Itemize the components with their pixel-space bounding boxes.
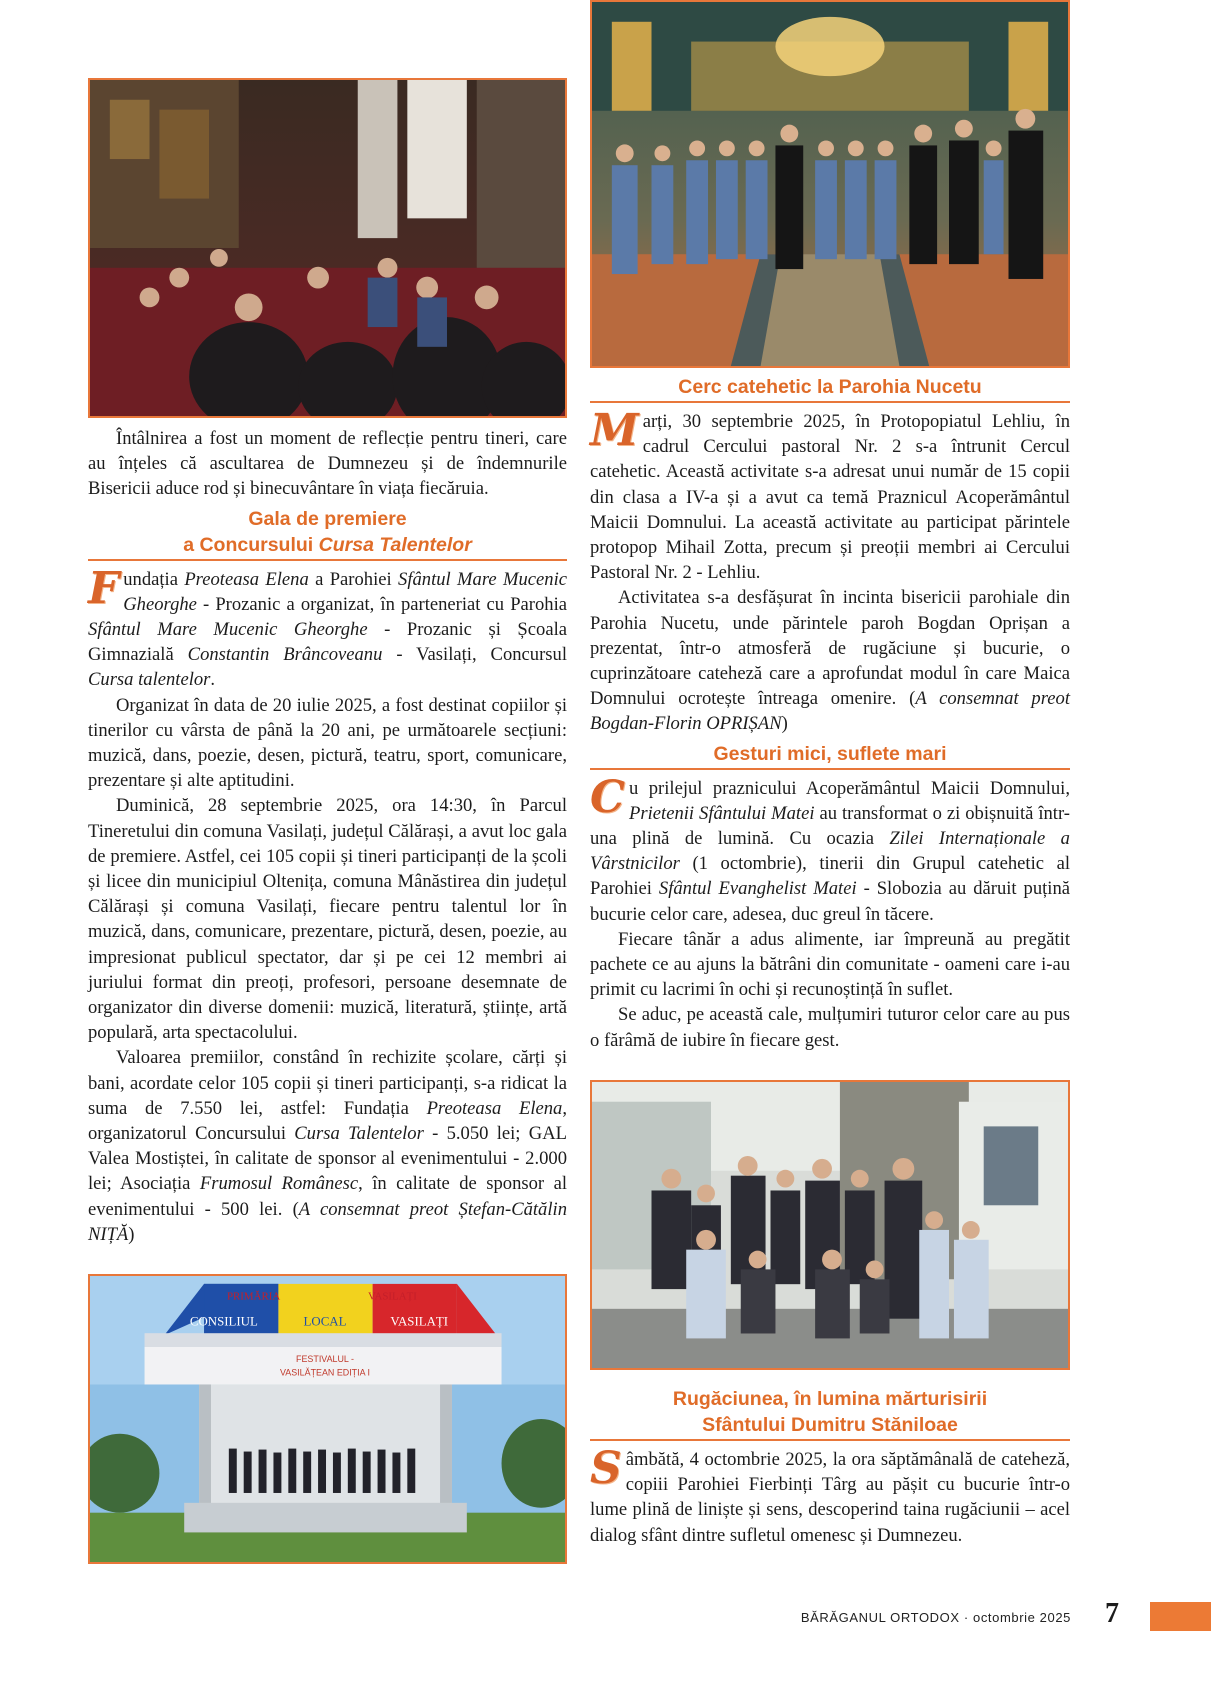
dropcap-letter: F — [88, 562, 120, 614]
gesturi-heading: Gesturi mici, suflete mari — [590, 741, 1070, 770]
sign-vasilati-text: VASILAȚI — [390, 1314, 449, 1329]
right-column-text — [590, 374, 1070, 1053]
gesturi-paragraph-1: Cu prilejul praznicului Acoperământul Maicii Domnului, Prietenii Sfântului Matei au transformat o zi obișnuită într-una plină de lumină. Cu ocazia Zilei Internaționale a Vârstnicilor (1 octombrie), tinerii din Grupul catehetic al Parohiei Sfântul Evanghelist Matei - Slobozia au dăruit puțină bucurie celor care, adesea, duc greul în tăcere. — [590, 771, 1070, 925]
dropcap-letter: M — [590, 405, 639, 456]
sign-local-text: LOCAL — [303, 1314, 347, 1329]
gesturi-paragraph-2: Fiecare tânăr a adus alimente, iar împreună au pregătit pachete ce au ajuns la bătrâni din comunitate - oameni care i-au primit cu lacrimi în ochi și recunoștință în suflet. — [590, 928, 1070, 1001]
gala-heading-line1: Gala de premiere — [248, 507, 407, 530]
gesturi-paragraph-3: Se aduc, pe această cale, mulțumiri tuturor celor care au pus o fărâmă de iubire în fiecare gest. — [590, 1004, 1070, 1051]
rugaciunea-heading — [590, 1386, 1070, 1441]
gala-paragraph-2: Organizat în data de 20 iulie 2025, a fost destinat copiilor și tinerilor cu vârsta de până la 20 ani, pe următoarele secțiuni: muzică, dans, poezie, desen, pictură, teatru, sport, comunicare, prezentare și alte aptitudini. — [88, 694, 567, 792]
photo-youth-group-outdoor — [590, 1080, 1070, 1370]
gala-paragraph-1: Fundația Preoteasa Elena a Parohiei Sfântul Mare Mucenic Gheorghe - Prozanic a organizat, în parteneriat cu Parohia Sfântul Mare Mucenic Gheorghe - Prozanic și Școala Gimnazială Constantin Brâncoveanu - Vasilați, Concursul Cursa talentelor. — [88, 562, 567, 691]
photo-youth-meeting-image — [90, 80, 565, 416]
dropcap-letter: C — [590, 771, 626, 823]
rugaciunea-heading-line1: Rugăciunea, în lumina mărturisirii — [672, 1388, 988, 1410]
gala-paragraph-3: Duminică, 28 septembrie 2025, ora 14:30, în Parcul Tineretului din comuna Vasilați, județul Călărași, a avut loc gala de premiere. Astfel, cei 105 copii și tineri participanți de la școli și licee din municipiul Oltenița, comuna Mânăstirea din județul Călărași și comuna Vasilați, fiecare pentru talentul lor în muzică, dans, comunicare, prezentare, pictură, desen, poezie, au impresionat publicul spectator, dar și pe cei 12 membri ai juriului format din preoți, profesori, persoane desemnate de organizator din diverse domenii: muzică, literatură, științe, artă populară, arta spectacolului. — [88, 795, 567, 1044]
cerc-heading: Cerc catehetic la Parohia Nucetu — [590, 374, 1070, 403]
photo-youth-group-outdoor-image — [592, 1082, 1068, 1368]
page-number: 7 — [1105, 1598, 1119, 1629]
sign-vasilati-top-text: VASILAȚI — [368, 1290, 417, 1303]
sign-festival-text: FESTIVALUL - — [296, 1353, 355, 1364]
photo-church-group-image — [592, 2, 1068, 366]
photo-gala-stage — [88, 1274, 567, 1564]
left-column-text — [88, 426, 567, 1247]
right-column-bottom-text — [590, 1386, 1070, 1548]
sign-consiliul-text: CONSILIUL — [189, 1314, 258, 1329]
cerc-paragraph-2: Activitatea s-a desfășurat în incinta bisericii parohiale din Parohia Nucetu, unde părintele paroh Bogdan Oprișan a prezentat, într-o atmosferă de rugăciune și bucurie, o cuprinzătoare cateheză care a aprofundat modul în care Maica Domnului ocrotește întreaga omenire. (A consemnat preot Bogdan-Florin OPRIȘAN) — [590, 587, 1070, 735]
photo-gala-stage-image — [90, 1276, 565, 1562]
rugaciunea-heading-line2: Sfântului Dumitru Stăniloae — [702, 1414, 958, 1436]
gala-paragraph-4: Valoarea premiilor, constând în rechizite școlare, cărți și bani, acordate celor 105 copii și tineri participanți, s-a ridicat la suma de 7.550 lei, astfel: Fundația Preoteasa Elena, organizatorul Concursului Cursa Talentelor - 5.050 lei; GAL Valea Mostiștei, în calitate de sponsor al evenimentului - 2.000 lei; Asociația Frumosul Românesc, în calitate de sponsor al evenimentului - 500 lei. (A consemnat preot Ștefan-Cătălin NIȚĂ) — [88, 1047, 567, 1245]
dropcap-letter: S — [590, 1443, 622, 1494]
page-color-bar — [1150, 1602, 1211, 1631]
publication-footer: BĂRĂGANUL ORTODOX · octombrie 2025 — [800, 1610, 1071, 1625]
photo-church-group — [590, 0, 1070, 368]
sign-primaria-text: PRIMĂRIA — [226, 1290, 281, 1303]
intro-paragraph: Întâlnirea a fost un moment de reflecție pentru tineri, care au înțeles că ascultarea de Dumnezeu și de îndemnurile Bisericii aduce rod și binecuvântare în viața fiecăruia. — [88, 428, 567, 500]
rugaciunea-paragraph-1: Sâmbătă, 4 octombrie 2025, la ora săptămânală de cateheză, copiii Parohiei Fierbinți Târg au pășit cu bucurie într-o lume plină de liniște și sens, descoperind taina rugăciunii – acel dialog sfânt dintre sufletul omenesc și Dumnezeu. — [590, 1443, 1070, 1546]
gala-heading — [88, 506, 567, 561]
sign-festival-sub-text: VASILĂȚEAN EDIȚIA I — [280, 1367, 371, 1378]
photo-youth-meeting-church — [88, 78, 567, 418]
cerc-paragraph-1: Marți, 30 septembrie 2025, în Protopopiatul Lehliu, în cadrul Cercului pastoral Nr. 2 s-a întrunit Cercul catehetic. Această activitate s-a adresat unui număr de 15 copii din clasa a IV-a și a avut ca temă Praznicul Acoperământul Maicii Domnului. La această activitate au participat părintele protopop Mihail Zotta, precum și preoții membri ai Cercului Pastoral Nr. 2 - Lehliu. — [590, 405, 1070, 584]
gala-heading-line2: a Concursului Cursa Talentelor — [183, 533, 472, 556]
